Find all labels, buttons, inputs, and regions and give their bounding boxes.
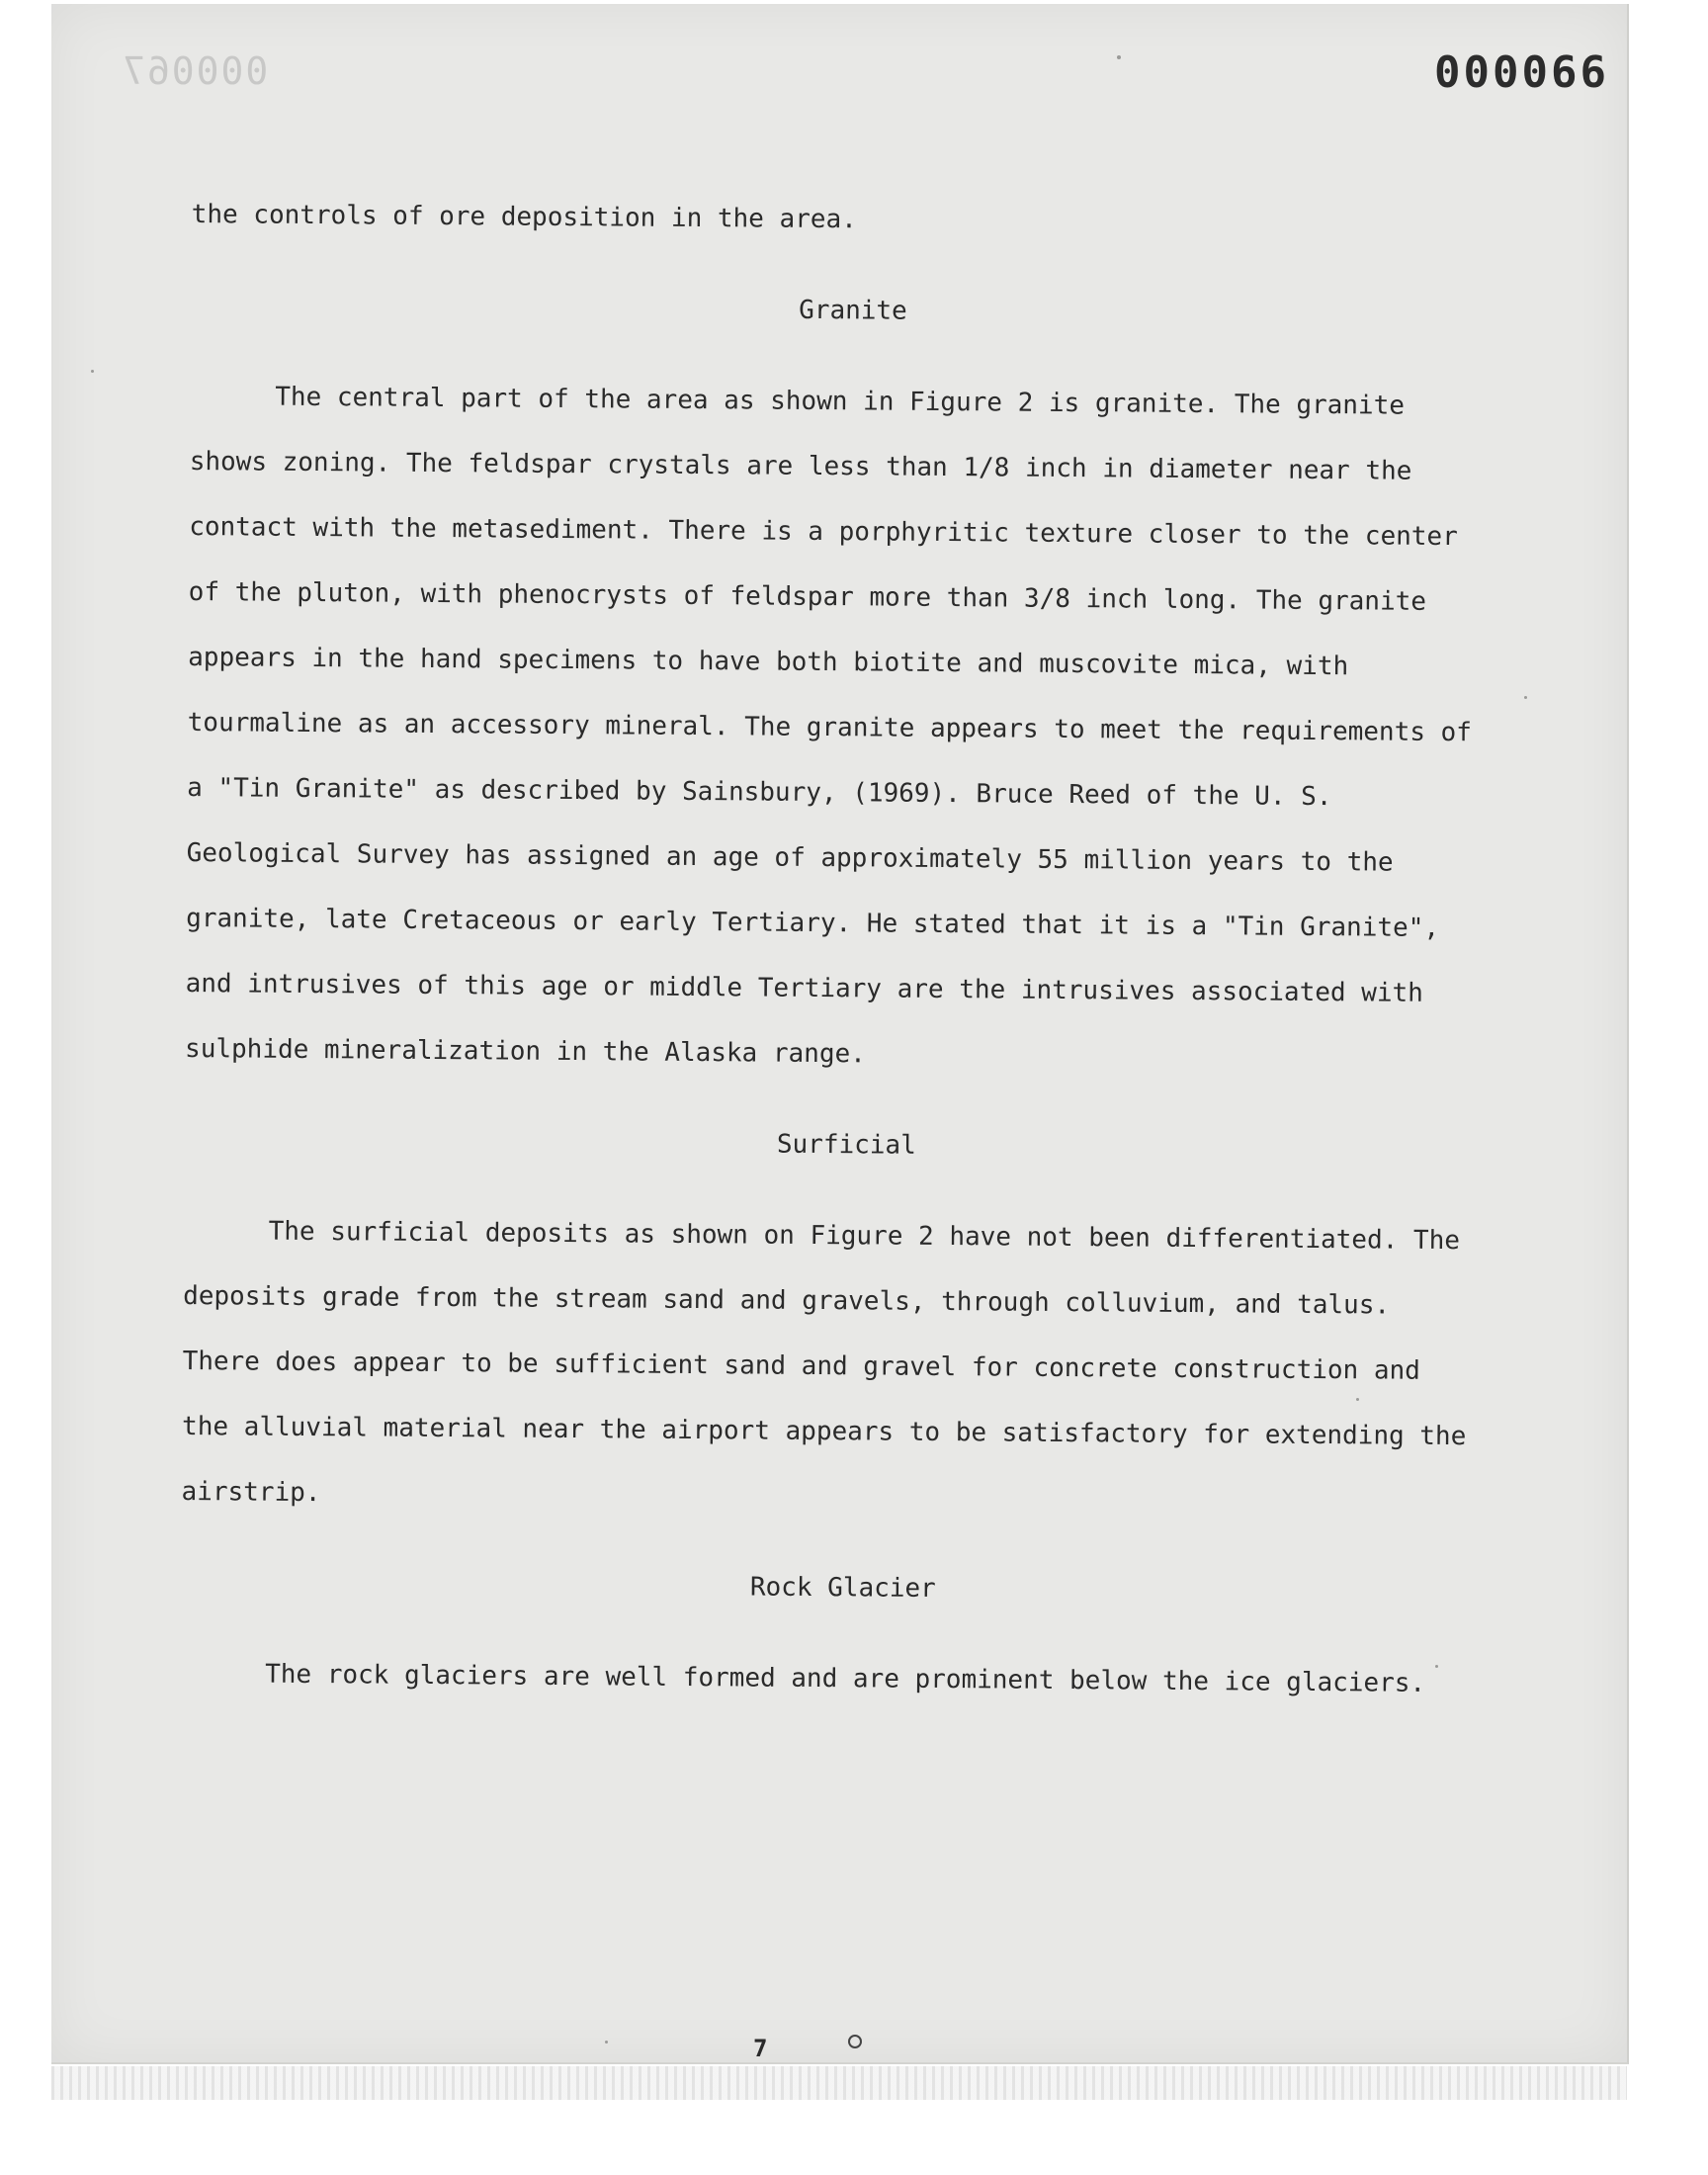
paragraph-surficial: The surficial deposits as shown on Figure 2 have not been differentiated. The deposits grade from the stream sand and gravels, through colluvium, and talus. There does appear to be sufficient sand and gravel for concrete construction and the alluvial material near the airport appears to be satisfactory for extending the airstrip.	[181, 1216, 1467, 1509]
scan-speck	[1524, 696, 1527, 699]
scan-speck	[1435, 1665, 1438, 1668]
body-text	[180, 182, 1477, 1716]
intro-line: the controls of ore deposition in the area.	[191, 199, 857, 235]
punch-hole-mark	[848, 2035, 862, 2048]
document-page	[51, 4, 1629, 2064]
scan-speck	[605, 2041, 608, 2044]
scan-edge-stripe	[51, 2066, 1627, 2100]
scan-speck	[1356, 1398, 1359, 1401]
paragraph-granite: The central part of the area as shown in Figure 2 is granite. The granite shows zoning. The feldspar crystals are less than 1/8 inch in diameter near the contact with the metasediment. There is a porphyritic texture closer to the center of the pluton, with phenocrysts of feldspar more than 3/8 inch long. The granite appears in the hand specimens to have both biotite and muscovite mica, with tourmaline as an accessory mineral. The granite appears to meet the requirements of a "Tin Granite" as described by Sainsbury, (1969). Bruce Reed of the U. S. Geological Survey has assigned an age of approximately 55 million years to the granite, late Cretaceous or early Tertiary. He stated that it is a "Tin Granite", and intrusives of this age or middle Tertiary are the intrusives associated with sulphide mineralization in the Alaska range.	[184, 382, 1473, 1070]
section-heading-surficial: Surficial	[776, 1129, 916, 1161]
scan-speck	[1117, 55, 1121, 59]
scan-speck	[91, 370, 94, 373]
document-number: 000066	[1434, 47, 1609, 98]
bleed-through-number: 000067	[121, 49, 269, 93]
section-heading-granite: Granite	[799, 295, 907, 326]
paragraph-rock-glacier: The rock glaciers are well formed and are prominent below the ice glaciers.	[265, 1659, 1426, 1698]
page-number: 7	[753, 2035, 768, 2062]
section-heading-rock-glacier: Rock Glacier	[749, 1572, 936, 1604]
